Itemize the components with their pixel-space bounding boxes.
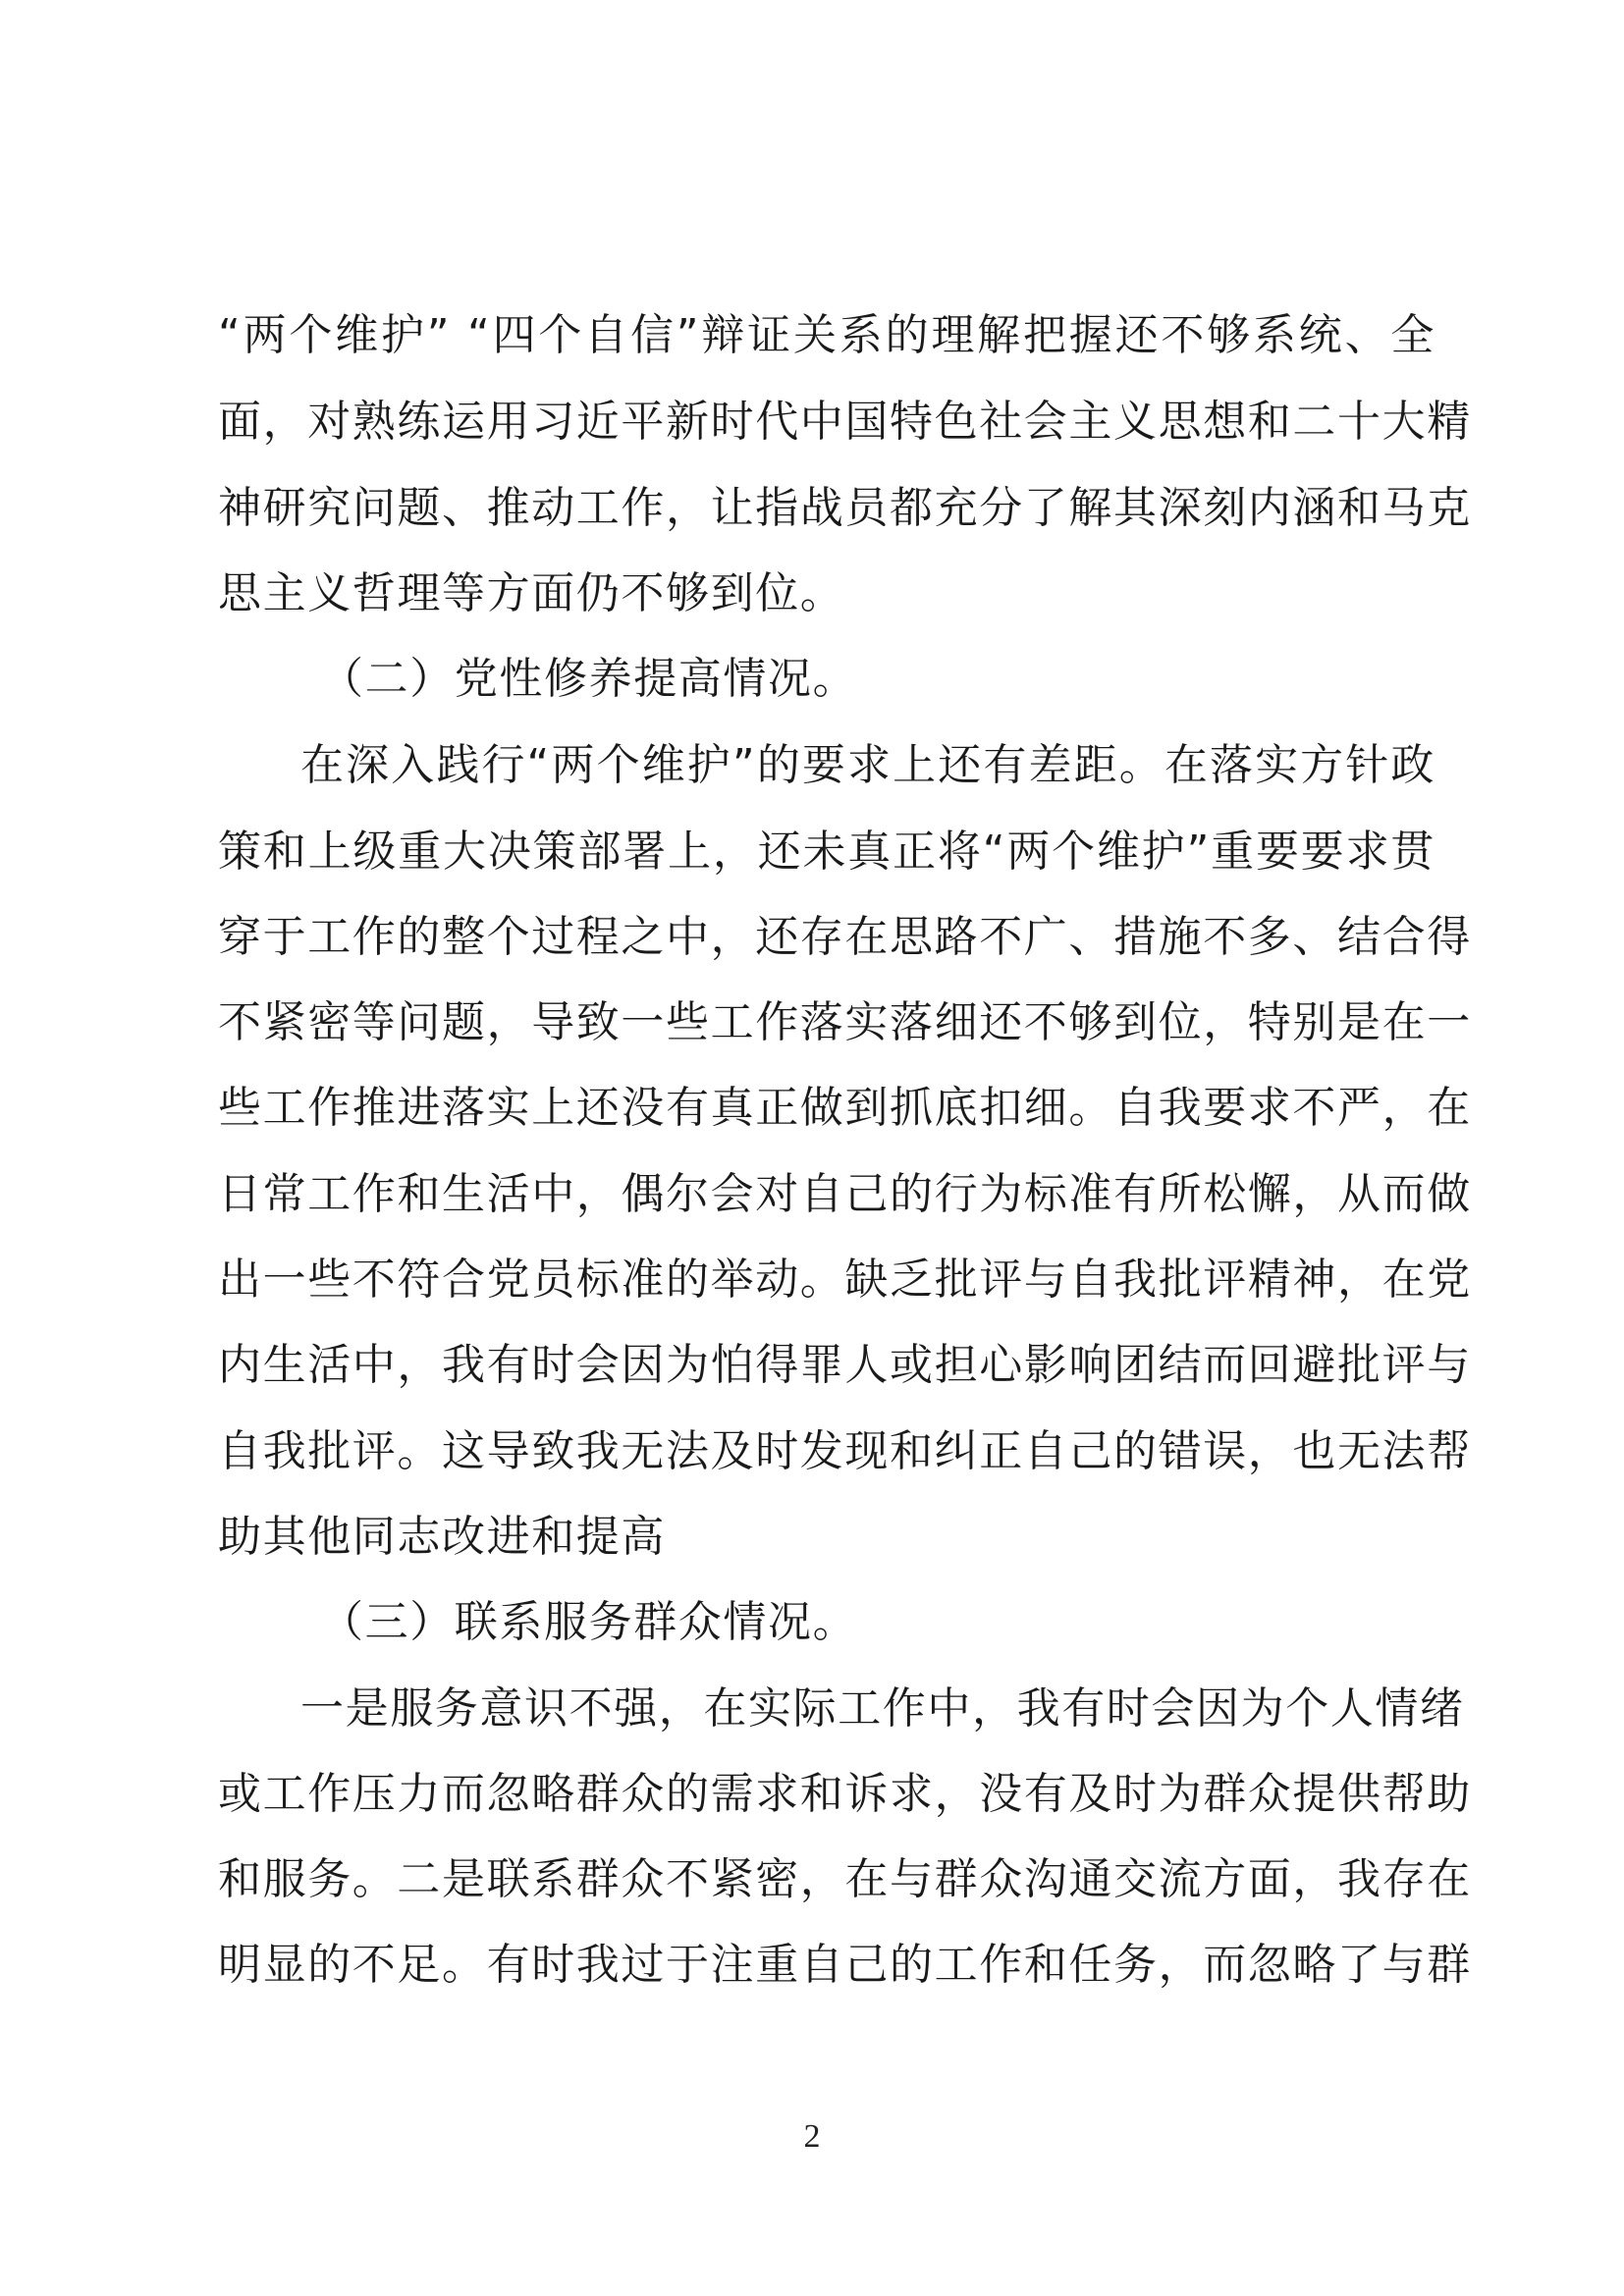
text-line: 明显的不足。有时我过于注重自己的工作和任务，而忽略了与群 <box>218 1940 1472 1990</box>
page-number: 2 <box>803 2118 821 2155</box>
text-line: 思主义哲理等方面仍不够到位。 <box>218 568 845 618</box>
text-line: 内生活中，我有时会因为怕得罪人或担心影响团结而回避批评与 <box>218 1340 1472 1390</box>
text-line: “两个维护” “四个自信”辩证关系的理解把握还不够系统、全 <box>218 310 1435 360</box>
text-line: 些工作推进落实上还没有真正做到抓底扣细。自我要求不严，在 <box>218 1083 1472 1133</box>
section-heading: （三）联系服务群众情况。 <box>320 1597 858 1647</box>
text-line: 策和上级重大决策部署上，还未真正将“两个维护”重要要求贯 <box>218 827 1435 877</box>
text-line: 面，对熟练运用习近平新时代中国特色社会主义思想和二十大精 <box>218 397 1472 447</box>
text-line: 穿于工作的整个过程之中，还存在思路不广、措施不多、结合得 <box>218 912 1472 962</box>
paragraph-first-line: 在深入践行“两个维护”的要求上还有差距。在落实方针政 <box>300 740 1435 790</box>
text-line: 或工作压力而忽略群众的需求和诉求，没有及时为群众提供帮助 <box>218 1769 1472 1819</box>
section-heading: （二）党性修养提高情况。 <box>320 654 858 704</box>
text-line: 自我批评。这导致我无法及时发现和纠正自己的错误，也无法帮 <box>218 1426 1472 1476</box>
text-line: 和服务。二是联系群众不紧密，在与群众沟通交流方面，我存在 <box>218 1854 1472 1904</box>
text-line: 出一些不符合党员标准的举动。缺乏批评与自我批评精神，在党 <box>218 1255 1472 1305</box>
paragraph-first-line: 一是服务意识不强，在实际工作中，我有时会因为个人情绪 <box>300 1683 1465 1734</box>
text-line: 神研究问题、推动工作，让指战员都充分了解其深刻内涵和马克 <box>218 483 1472 533</box>
text-line: 日常工作和生活中，偶尔会对自己的行为标准有所松懈，从而做 <box>218 1169 1472 1219</box>
text-line: 不紧密等问题，导致一些工作落实落细还不够到位，特别是在一 <box>218 997 1472 1047</box>
text-line: 助其他同志改进和提高 <box>218 1512 666 1562</box>
